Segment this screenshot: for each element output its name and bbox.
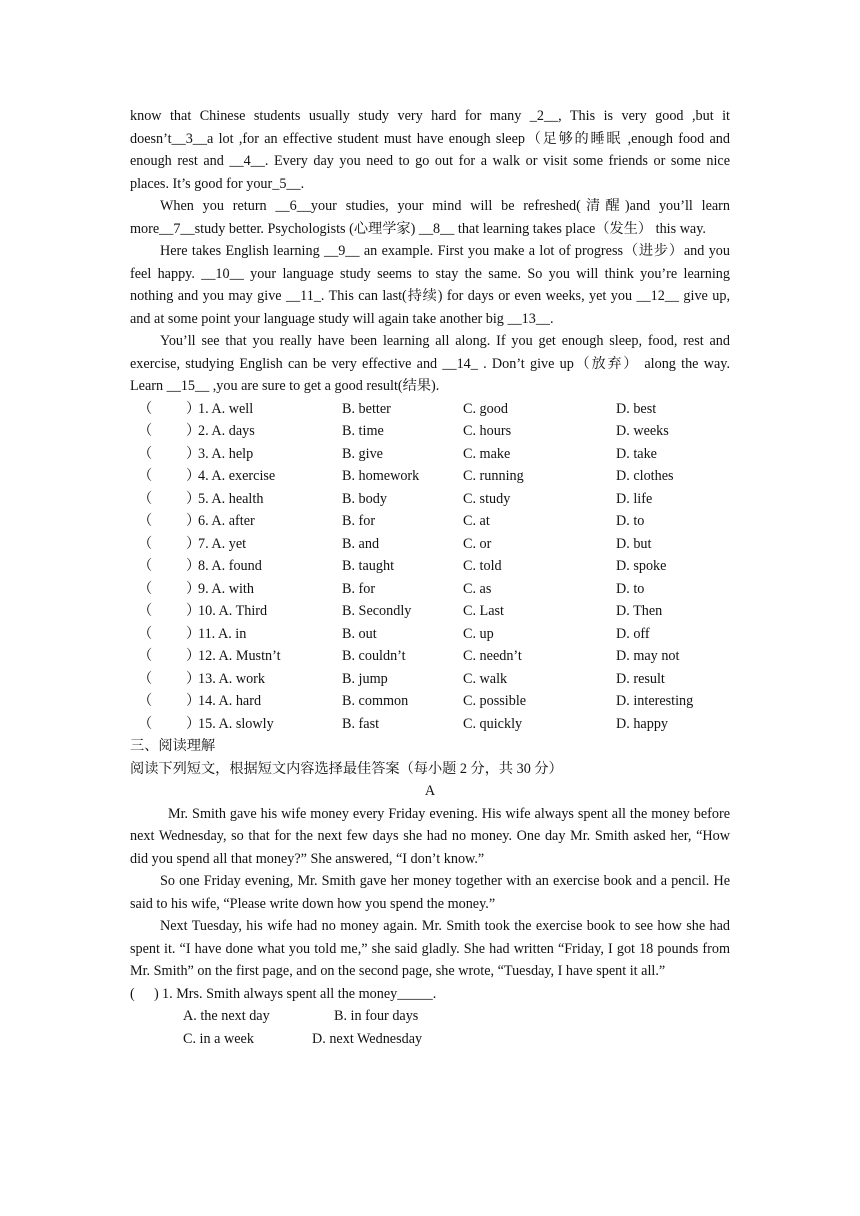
- option-d: D. result: [616, 670, 665, 687]
- cloze-option-row: [130, 690, 730, 713]
- option-d: D. best: [616, 400, 657, 417]
- answer-paren-open: （: [138, 400, 153, 417]
- option-b: B. homework: [342, 468, 420, 484]
- reading-paragraph-2: So one Friday evening, Mr. Smith gave her money together with an exercise book and a pencil. He said to his wife, “Please write down how you spend the money.”: [130, 873, 730, 912]
- option-a: 10. A. Third: [198, 603, 268, 619]
- option-b: B. for: [342, 513, 376, 529]
- answer-paren-open: （: [138, 445, 153, 462]
- cloze-paragraph-4: You’ll see that you really have been learning all along. If you get enough sleep, food, rest and exercise, studying English can be very effective and __14_ . Don’t give up（放弃） along the way. Learn __15__ ,you are sure to get a good result(结果).: [130, 333, 730, 394]
- option-c: C. quickly: [463, 715, 523, 732]
- option-a: 5. A. health: [198, 490, 264, 507]
- option-a: 11. A. in: [198, 625, 247, 642]
- option-c: C. good: [463, 400, 508, 417]
- option-b: B. in four days: [334, 1008, 419, 1024]
- cloze-option-row: [130, 510, 730, 533]
- option-a: 1. A. well: [198, 400, 254, 417]
- option-d: D. interesting: [616, 693, 694, 709]
- answer-paren-close: ）: [186, 490, 201, 507]
- section-heading: 三、阅读理解: [130, 738, 216, 754]
- option-d: D. weeks: [616, 423, 669, 439]
- section-instruction: 阅读下列短文，根据短文内容选择最佳答案（每小题 2 分，共 30 分）: [130, 760, 563, 777]
- question-1-options-row-1: [130, 1005, 730, 1028]
- option-d: D. take: [616, 445, 657, 462]
- option-a: 4. A. exercise: [198, 468, 276, 484]
- answer-paren-close: ）: [186, 535, 201, 552]
- option-c: C. told: [463, 558, 502, 574]
- cloze-paragraph-3: Here takes English learning __9__ an example. First you make a lot of progress（进步）and you feel happy. __10__ your language study seems to stay the same. So you will think you’re learning nothing and you may give __11_. This can last(持续) for days or even weeks, yet you __12__ give up, and at some point your language study will again take another big __13__.: [130, 243, 730, 327]
- option-a: 8. A. found: [198, 558, 262, 574]
- option-b: B. better: [342, 400, 391, 417]
- option-b: B. Secondly: [342, 603, 412, 619]
- cloze-options-list: [130, 398, 730, 736]
- answer-paren-close: ）: [186, 625, 201, 642]
- option-c: C. needn’t: [463, 648, 522, 664]
- cloze-option-row: [130, 645, 730, 668]
- answer-paren-close: ）: [186, 693, 201, 709]
- option-a: 3. A. help: [198, 445, 254, 462]
- option-b: B. and: [342, 535, 380, 552]
- answer-paren-open: （: [138, 603, 153, 619]
- cloze-option-row: [130, 623, 730, 646]
- answer-paren-open: （: [138, 715, 153, 732]
- option-d: D. spoke: [616, 558, 667, 574]
- option-d: D. Then: [616, 603, 663, 619]
- answer-paren-close: ): [154, 985, 159, 1002]
- option-d: D. life: [616, 490, 653, 507]
- option-b: B. jump: [342, 670, 388, 687]
- option-d: D. happy: [616, 715, 669, 732]
- option-a: 7. A. yet: [198, 535, 247, 552]
- option-c: C. running: [463, 468, 524, 484]
- option-b: B. body: [342, 490, 387, 507]
- option-d: D. off: [616, 625, 650, 642]
- option-c: C. possible: [463, 693, 527, 709]
- option-a: 6. A. after: [198, 513, 255, 529]
- option-b: B. out: [342, 625, 377, 642]
- question-1: [130, 983, 730, 1006]
- cloze-option-row: [130, 488, 730, 511]
- option-c: C. or: [463, 535, 492, 552]
- option-b: B. time: [342, 423, 384, 439]
- option-c: C. as: [463, 580, 492, 597]
- option-b: B. give: [342, 445, 383, 462]
- option-c: C. hours: [463, 423, 512, 439]
- option-c: C. at: [463, 513, 490, 529]
- option-d: D. clothes: [616, 468, 674, 484]
- option-d: D. next Wednesday: [312, 1030, 423, 1047]
- cloze-option-row: [130, 713, 730, 736]
- option-a: A. the next day: [183, 1008, 270, 1024]
- answer-paren-close: ）: [186, 423, 201, 439]
- answer-paren-close: ）: [186, 603, 201, 619]
- cloze-option-row: [130, 398, 730, 421]
- answer-paren-open: （: [138, 625, 153, 642]
- option-b: B. fast: [342, 715, 380, 732]
- answer-paren-open: （: [138, 468, 153, 484]
- cloze-option-row: [130, 420, 730, 443]
- answer-paren-close: ）: [186, 513, 201, 529]
- option-b: B. taught: [342, 558, 395, 574]
- option-b: B. for: [342, 580, 376, 597]
- option-a: 15. A. slowly: [198, 715, 274, 732]
- answer-paren-open: （: [138, 648, 153, 664]
- question-1-options-row-2: [130, 1028, 730, 1051]
- option-c: C. study: [463, 490, 511, 507]
- reading-passage-a: [130, 803, 730, 983]
- question-text: 1. Mrs. Smith always spent all the money_____.: [162, 985, 437, 1002]
- answer-paren-open: （: [138, 423, 153, 439]
- cloze-option-row: [130, 668, 730, 691]
- cloze-passage: [130, 105, 730, 398]
- answer-paren-open: （: [138, 513, 153, 529]
- option-a: 9. A. with: [198, 580, 254, 597]
- answer-paren-open: （: [138, 535, 153, 552]
- option-c: C. up: [463, 625, 494, 642]
- cloze-option-row: [130, 533, 730, 556]
- cloze-paragraph-1: know that Chinese students usually study very hard for many _2__, This is very good ,but it doesn’t__3__a lot ,for an effective student must have enough sleep（足够的睡眠 ,enough food and enough rest and __4__. Every day you need to go out for a walk or visit some friends or some nice places. It’s good for your_5__.: [130, 108, 730, 192]
- answer-paren-open: (: [130, 985, 135, 1002]
- answer-paren-close: ）: [186, 580, 201, 597]
- answer-paren-close: ）: [186, 445, 201, 462]
- option-a: 12. A. Mustn’t: [198, 648, 281, 664]
- option-c: C. in a week: [183, 1030, 254, 1047]
- option-d: D. to: [616, 513, 645, 529]
- answer-paren-close: ）: [186, 715, 201, 732]
- answer-paren-open: （: [138, 558, 153, 574]
- option-d: D. but: [616, 535, 652, 552]
- option-b: B. couldn’t: [342, 648, 406, 664]
- answer-paren-close: ）: [186, 468, 201, 484]
- reading-paragraph-1: Mr. Smith gave his wife money every Friday evening. His wife always spent all the money before next Wednesday, so that for the next few days she had no money. One day Mr. Smith asked her, “How did you spend all that money?” She answered, “I don’t know.”: [130, 805, 730, 867]
- passage-label: A: [424, 783, 436, 799]
- cloze-option-row: [130, 578, 730, 601]
- answer-paren-close: ）: [186, 648, 201, 664]
- option-a: 14. A. hard: [198, 693, 262, 709]
- answer-paren-close: ）: [186, 558, 201, 574]
- answer-paren-open: （: [138, 693, 153, 709]
- option-b: B. common: [342, 693, 409, 709]
- answer-paren-open: （: [138, 490, 153, 507]
- cloze-option-row: [130, 443, 730, 466]
- option-a: 2. A. days: [198, 423, 255, 439]
- cloze-option-row: [130, 465, 730, 488]
- option-d: D. may not: [616, 648, 680, 664]
- reading-paragraph-3: Next Tuesday, his wife had no money again. Mr. Smith took the exercise book to see how she had spent it. “I have done what you told me,” she said gladly. She had written “Friday, I got 18 pounds from Mr. Smith” on the first page, and on the second page, she wrote, “Tuesday, I have spent it all.”: [130, 918, 730, 979]
- option-a: 13. A. work: [198, 670, 265, 687]
- cloze-option-row: [130, 600, 730, 623]
- cloze-option-row: [130, 555, 730, 578]
- option-c: C. Last: [463, 603, 504, 619]
- option-c: C. walk: [463, 670, 508, 687]
- answer-paren-open: （: [138, 580, 153, 597]
- answer-paren-close: ）: [186, 670, 201, 687]
- answer-paren-close: ）: [186, 400, 201, 417]
- option-d: D. to: [616, 580, 645, 597]
- cloze-paragraph-2: When you return __6__your studies, your mind will be refreshed(清醒)and you’ll learn more__7__study better. Psychologists (心理学家) __8__ that learning takes place（发生） this way.: [130, 198, 730, 237]
- answer-paren-open: （: [138, 670, 153, 687]
- option-c: C. make: [463, 445, 511, 462]
